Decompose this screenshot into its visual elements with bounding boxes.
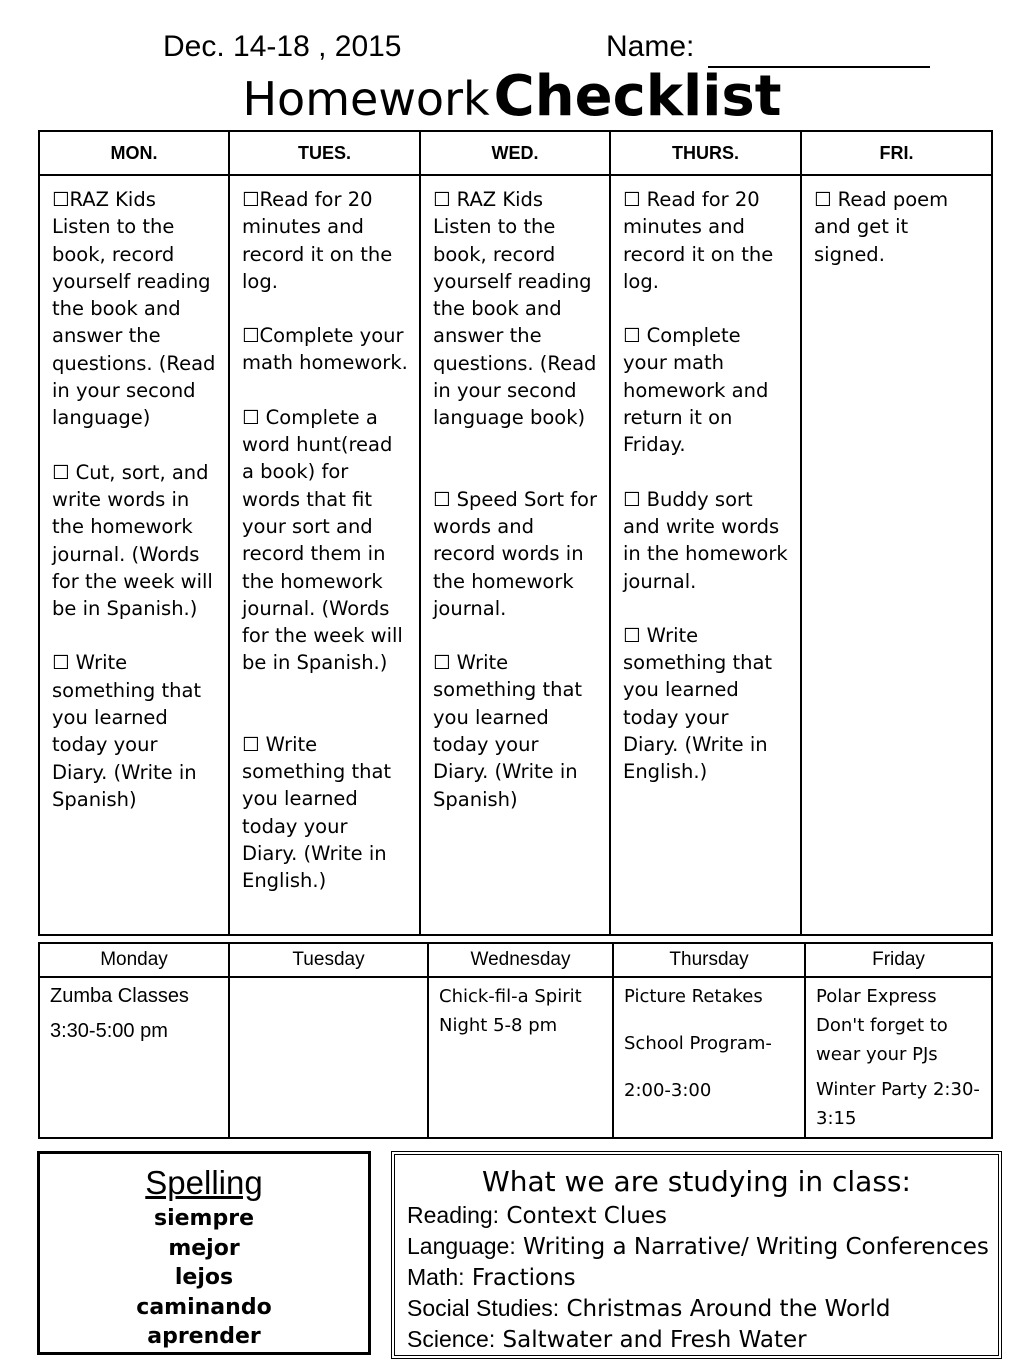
wednesday-tasks [420,175,610,935]
events-header-wednesday: Wednesday [428,943,613,977]
task-item: ☐ Cut, sort, and write words in the homework journal. (Words for the week will be in Spanish.) [52,460,213,621]
task-item: ☐ Write something that you learned today your Diary. (Write in English.) [242,732,392,893]
task-item: ☐ Buddy sort and write words in the homework journal. [623,487,788,593]
spelling-box [37,1151,371,1355]
event-item: School Program- [624,1033,772,1054]
spelling-word-list [40,1204,368,1352]
subject-row [407,1262,998,1293]
name-label: Name: [606,30,695,63]
homework-table [38,130,993,936]
friday-tasks [801,175,992,935]
task-item: ☐ Complete a word hunt(read a book) for words that fit your sort and record them in the homework journal. (Words for the week will be in Spanish.) [242,405,403,675]
subject-label: Reading: [407,1202,500,1228]
header-fri: FRI. [801,131,992,175]
subject-label: Math: [407,1264,465,1290]
events-table [38,942,993,1139]
event-item: 2:00-3:00 [624,1080,712,1101]
events-header-tuesday: Tuesday [229,943,428,977]
homework-header-row [39,131,992,175]
task-item: ☐ RAZ Kids Listen to the book, record yourself reading the book and answer the questions. (Read in your second language book) [433,188,597,430]
spelling-word: caminando [136,1294,272,1320]
task-item: ☐Read for 20 minutes and record it on the log. [242,188,393,293]
subject-row [407,1293,998,1324]
task-item: ☐ Write something that you learned today your Diary. (Write in Spanish) [433,651,583,811]
monday-tasks [39,175,229,935]
subject-row [407,1324,998,1355]
friday-events [805,977,992,1138]
studying-title: What we are studying in class: [482,1165,911,1198]
page-title [0,64,1024,129]
events-header-monday: Monday [39,943,229,977]
studying-box [391,1151,1002,1359]
event-item: Polar Express Don't forget to wear your PJs [816,986,948,1065]
tuesday-tasks [229,175,420,935]
events-header-thursday: Thursday [613,943,805,977]
header-wed: WED. [420,131,610,175]
title-checklist: Checklist [493,64,782,129]
spelling-word: aprender [147,1324,261,1349]
subject-value: Christmas Around the World [566,1296,891,1322]
date-text: Dec. 14-18 , 2015 [163,30,402,63]
subject-value: Saltwater and Fresh Water [502,1327,807,1353]
subject-row [407,1231,998,1262]
header-thurs: THURS. [610,131,801,175]
header-mon: MON. [39,131,229,175]
subject-value: Writing a Narrative/ Writing Conferences [523,1234,989,1260]
events-header-friday: Friday [805,943,992,977]
tuesday-events [229,977,428,1138]
subject-label: Science: [407,1326,496,1352]
events-header-row [39,943,992,977]
thursday-tasks [610,175,801,935]
task-item: ☐ Read poem and get it signed. [814,188,949,266]
header-tues: TUES. [229,131,420,175]
homework-tasks-row [39,175,992,935]
task-item: ☐ Speed Sort for words and record words in the homework journal. [433,487,597,620]
spelling-word: mejor [168,1235,240,1261]
task-item: ☐RAZ Kids Listen to the book, record yourself reading the book and answer the questions. (Read in your second language) [52,188,216,430]
title-homework: Homework [242,72,490,126]
studying-list [407,1200,998,1355]
monday-events [39,977,229,1138]
task-item: ☐ Read for 20 minutes and record it on the log. [623,188,774,293]
task-item: ☐ Complete your math homework and return it on Friday. [623,324,769,457]
event-item: Winter Party 2:30-3:15 [816,1079,980,1129]
spelling-word: siempre [154,1206,254,1231]
thursday-events [613,977,805,1138]
events-row [39,977,992,1138]
subject-label: Social Studies: [407,1295,560,1321]
event-item: Zumba Classes [50,985,189,1007]
spelling-title: Spelling [145,1164,263,1201]
task-item: ☐Complete your math homework. [242,324,408,375]
subject-value: Fractions [471,1265,576,1291]
wednesday-events [428,977,613,1138]
event-item: Chick-fil-a Spirit Night 5-8 pm [439,986,582,1036]
task-item: ☐ Write something that you learned today your Diary. (Write in Spanish) [52,651,202,811]
subject-value: Context Clues [506,1203,667,1229]
event-item: 3:30-5:00 pm [50,1020,168,1042]
subject-row [407,1200,998,1231]
subject-label: Language: [407,1233,516,1259]
spelling-word: lejos [174,1265,234,1290]
event-item: Picture Retakes [624,986,763,1007]
task-item: ☐ Write something that you learned today your Diary. (Write in English.) [623,623,773,784]
